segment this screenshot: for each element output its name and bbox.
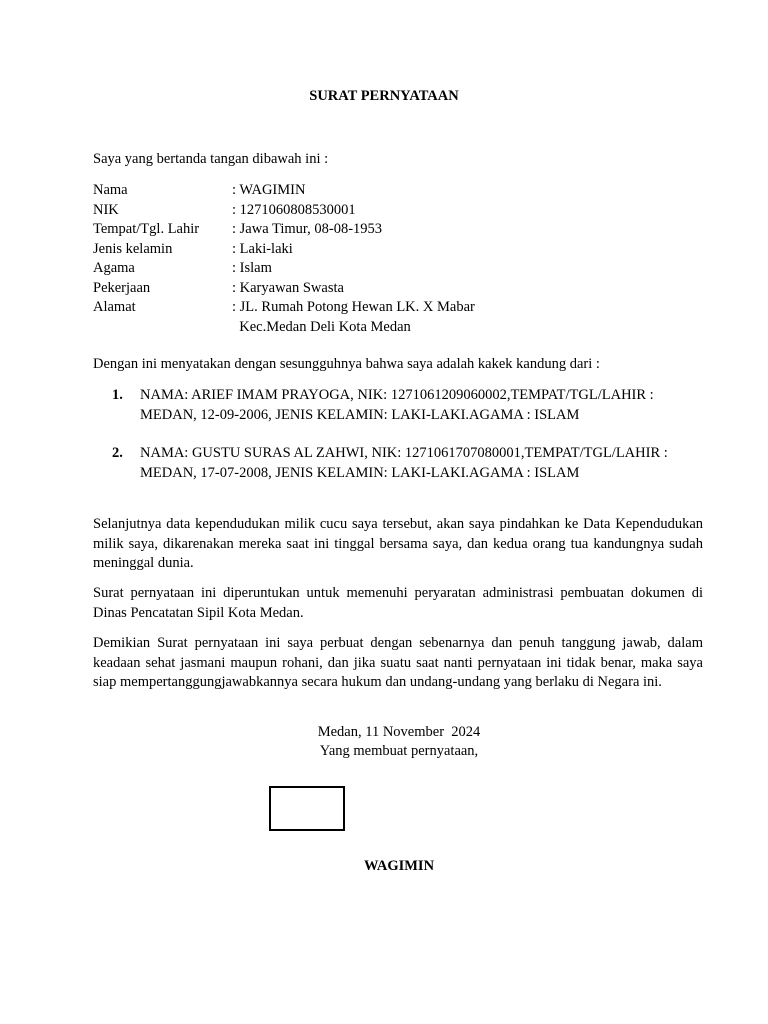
statement-text: Dengan ini menyatakan dengan sesungguhnya bahwa saya adalah kakek kandung dari : [93,356,600,372]
field-row-religion [93,259,475,279]
field-value: Kec.Medan Deli Kota Medan [232,318,411,335]
maker-label: Yang membuat pernyataan, [319,743,479,759]
list-item-text: NAMA: ARIEF IMAM PRAYOGA, NIK: 1271061209060002,TEMPAT/TGL/LAHIR : MEDAN, 12-09-2006, JENIS KELAMIN: LAKI-LAKI.AGAMA : ISLAM [140,387,654,423]
grandchild-list-item [112,386,707,425]
field-value: : Islam [232,260,272,276]
field-label: Agama [93,260,135,276]
field-label: NIK [93,201,119,218]
identity-fields [93,181,475,337]
list-number: 2. [112,445,123,461]
field-row-name [93,181,475,201]
field-label: Alamat [93,299,136,315]
signer-name: WAGIMIN [363,858,435,874]
grandchild-list-item [112,444,707,483]
list-item-text: NAMA: GUSTU SURAS AL ZAHWI, NIK: 1271061707080001,TEMPAT/TGL/LAHIR : MEDAN, 17-07-2008, JENIS KELAMIN: LAKI-LAKI.AGAMA : ISLAM [140,445,668,481]
field-value: : Laki-laki [232,240,293,257]
intro-text: Saya yang bertanda tangan dibawah ini : [93,151,329,167]
field-label: Nama [93,182,128,198]
document-title: SURAT PERNYATAAN [309,88,459,104]
field-row-birth [93,220,475,240]
field-label [93,318,232,338]
field-row-gender [93,240,475,260]
field-value: : Karyawan Swasta [232,279,344,296]
signature-box [269,786,345,831]
field-value: : 1271060808530001 [232,201,356,218]
field-value: : Jawa Timur, 08-08-1953 [232,221,383,237]
list-number: 1. [112,387,123,403]
field-value: : WAGIMIN [232,182,306,198]
field-value: : JL. Rumah Potong Hewan LK. X Mabar [232,299,475,315]
field-label: Jenis kelamin [93,240,173,257]
field-row-occupation [93,279,475,299]
paragraph-closing: Demikian Surat pernyataan ini saya perbuat dengan sebenarnya dan penuh tanggung jawab, dalam keadaan sehat jasmani maupun rohani, dan jika suatu saat nanti pernyataan ini tidak benar, maka saya siap mempertanggungjawabkannya secara hukum dan undang-undang yang berlaku di Negara ini. [93,635,703,690]
field-row-nik [93,201,475,221]
field-row-address [93,298,475,318]
field-label: Tempat/Tgl. Lahir [93,221,200,237]
place-date: Medan, 11 November 2024 [317,724,481,740]
paragraph-data-transfer: Selanjutnya data kependudukan milik cucu saya tersebut, akan saya pindahkan ke Data Kependudukan milik saya, dikarenakan mereka saat ini tinggal bersama saya, dan kedua orang tua kandungnya sudah meninggal dunia. [93,516,703,571]
field-row-address-cont [93,318,475,338]
field-label: Pekerjaan [93,279,151,296]
paragraph-purpose: Surat pernyataan ini diperuntukan untuk memenuhi peryaratan administrasi pembuatan dokumen di Dinas Pencatatan Sipil Kota Medan. [93,585,703,621]
